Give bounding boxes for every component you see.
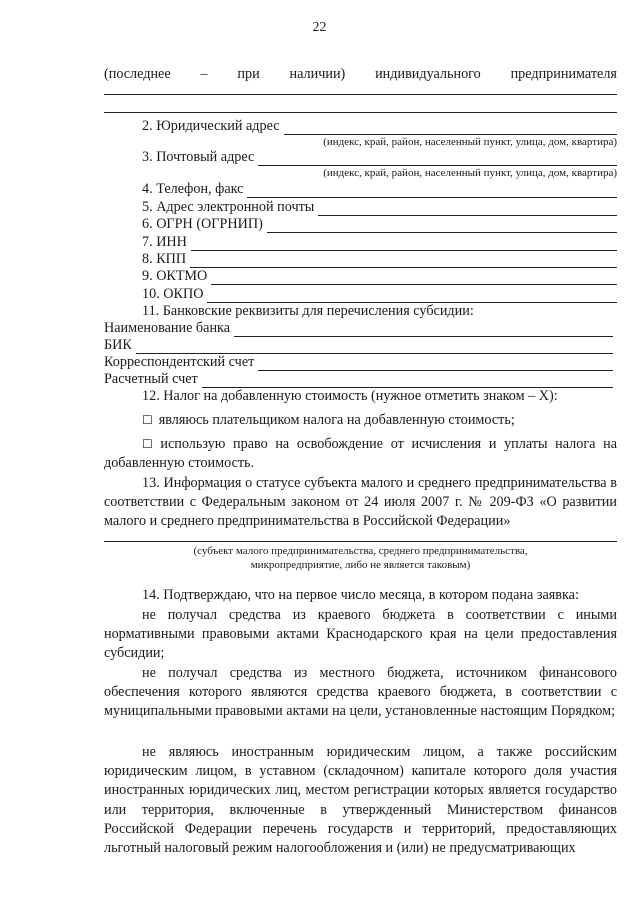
bik-label: БИК	[104, 337, 132, 353]
intro-word: при	[237, 66, 260, 82]
phone-row	[142, 181, 617, 198]
vat-option-2	[104, 435, 617, 473]
vat-option-1-text: являюсь плательщиком налога на добавленную стоимость;	[158, 412, 515, 428]
sme-status-field[interactable]	[104, 541, 617, 542]
inn-label: 7. ИНН	[142, 234, 187, 250]
legal-address-hint: (индекс, край, район, населенный пункт, улица, дом, квартира)	[323, 136, 617, 148]
email-row	[142, 199, 617, 216]
vat-option-1	[142, 412, 617, 429]
postal-address-hint: (индекс, край, район, населенный пункт, улица, дом, квартира)	[323, 167, 617, 179]
email-label: 5. Адрес электронной почты	[142, 199, 315, 215]
vat-heading-text: 12. Налог на добавленную стоимость (нужное отметить знаком – Х):	[142, 388, 558, 404]
legal-address-row	[142, 118, 617, 135]
phone-label: 4. Телефон, факс	[142, 181, 244, 197]
corr-account-field[interactable]	[258, 357, 613, 371]
sme-status-paragraph: 13. Информация о статусе субъекта малого и среднего предпринимательства в соответствии с Федеральным законом от 24 июля 2007 г. № 209-ФЗ «О развитии малого и среднего предпринимательства в Российской Федерации»	[104, 475, 617, 530]
postal-address-field[interactable]	[258, 152, 617, 166]
email-field[interactable]	[318, 202, 617, 216]
corr-account-label: Корреспондентский счет	[104, 354, 255, 370]
intro-word: (последнее	[104, 66, 171, 82]
inn-row	[142, 234, 617, 251]
kpp-field[interactable]	[190, 254, 617, 268]
blank-line[interactable]	[104, 94, 617, 95]
bank-name-label: Наименование банка	[104, 320, 231, 336]
phone-field[interactable]	[247, 184, 617, 198]
ogrn-row	[142, 216, 617, 233]
inn-field[interactable]	[191, 237, 617, 251]
bank-heading-text: 11. Банковские реквизиты для перечисления субсидии:	[142, 303, 474, 319]
page-number: 22	[312, 20, 327, 35]
bank-name-row	[104, 320, 613, 337]
kpp-row	[142, 251, 617, 268]
bik-row	[104, 337, 613, 354]
confirm-heading: 14. Подтверждаю, что на первое число месяца, в котором подана заявка:	[142, 587, 579, 603]
confirm-paragraph-1: не получал средства из краевого бюджета в соответствии с иными нормативными правовыми актами Краснодарского края на цели предоставления субсидии;	[104, 607, 617, 662]
legal-address-label: 2. Юридический адрес	[142, 118, 280, 134]
vat-option-2-text: использую право на освобождение от исчисления и уплаты налога на добавленную стоимость.	[104, 436, 618, 472]
bank-name-field[interactable]	[234, 323, 613, 337]
account-field[interactable]	[202, 374, 613, 388]
postal-address-label: 3. Почтовый адрес	[142, 149, 255, 165]
vat-heading	[142, 388, 617, 405]
account-row	[104, 371, 613, 388]
intro-word: наличии)	[289, 66, 346, 82]
okpo-label: 10. ОКПО	[142, 286, 204, 302]
corr-account-row	[104, 354, 613, 371]
blank-line[interactable]	[104, 112, 617, 113]
intro-word: индивидуального	[375, 66, 481, 82]
intro-word: предпринимателя	[510, 66, 617, 82]
intro-word: –	[200, 66, 208, 82]
confirm-paragraph-2: не получал средства из местного бюджета, источником финансового обеспечения которого являются средства краевого бюджета, в соответствии с муниципальными правовыми актами на цели, установленные настоящим Порядком;	[104, 665, 617, 720]
sme-hint-line-1: (субъект малого предпринимательства, среднего предпринимательства,	[193, 545, 528, 557]
okpo-row	[142, 286, 617, 303]
ogrn-label: 6. ОГРН (ОГРНИП)	[142, 216, 263, 232]
bank-heading	[142, 303, 617, 320]
oktmo-field[interactable]	[211, 271, 617, 285]
legal-address-field[interactable]	[284, 121, 617, 135]
postal-address-row	[142, 149, 617, 166]
sme-hint-line-2: микропредприятие, либо не является таковым)	[250, 559, 471, 571]
okpo-field[interactable]	[207, 289, 617, 303]
account-label: Расчетный счет	[104, 371, 198, 387]
kpp-label: 8. КПП	[142, 251, 187, 267]
checkbox-icon[interactable]: ☐	[142, 413, 153, 427]
intro-line	[104, 66, 617, 83]
confirm-paragraph-3: не являюсь иностранным юридическим лицом, а также российским юридическим лицом, в уставном (складочном) капитале которого доля участия иностранных юридических лиц, местом регистрации которых является государство или территория, включенные в утвержденный Министерством финансов Российской Федерации перечень государств и территорий, предоставляющих льготный налоговый режим налогообложения и (или) не предусматривающих	[104, 744, 617, 857]
checkbox-icon[interactable]: ☐	[142, 437, 153, 451]
ogrn-field[interactable]	[267, 219, 617, 233]
oktmo-label: 9. ОКТМО	[142, 268, 208, 284]
bik-field[interactable]	[136, 340, 613, 354]
oktmo-row	[142, 268, 617, 285]
